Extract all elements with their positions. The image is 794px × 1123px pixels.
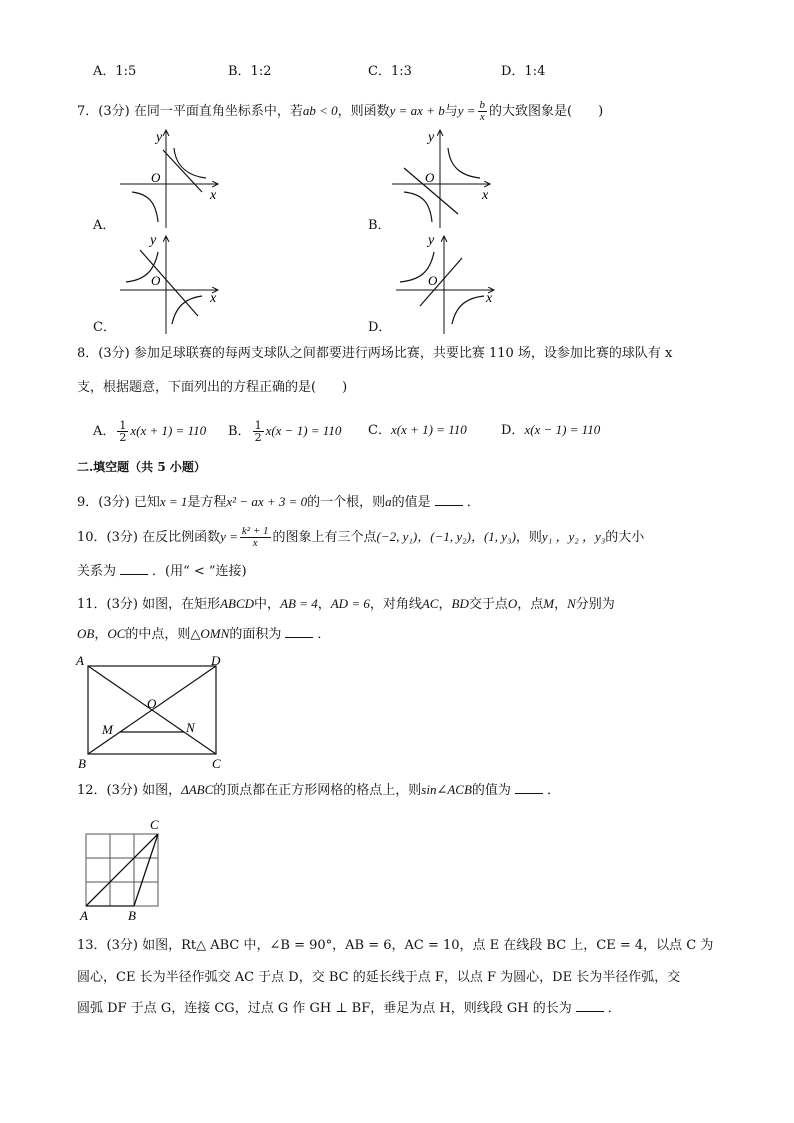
q7-reciprocal-lhs: y = xyxy=(457,103,476,118)
q8-option-b-frac xyxy=(253,420,264,443)
q7-fraction-num: b xyxy=(479,99,486,111)
graph-d-hyperbola-lower xyxy=(452,296,484,324)
q11-line1d: 交于点 xyxy=(468,597,508,612)
q7-condition: ab < 0 xyxy=(302,103,338,118)
q10-num: k² + 1 xyxy=(241,525,269,537)
q9-e: 的一个根，则 xyxy=(307,495,386,510)
q6-option-d: D．1:4 xyxy=(501,64,546,79)
q11-bd: BD xyxy=(451,596,469,611)
q10-d: 的大小 xyxy=(605,530,645,545)
q11-end: ． xyxy=(317,627,331,642)
q11-line1b: 中， xyxy=(254,597,281,612)
q7-mid: ，则函数 xyxy=(337,104,390,119)
q12-answer-blank[interactable] xyxy=(515,781,543,794)
q11-ac: AC xyxy=(421,596,439,611)
q8-option-b-label: B． xyxy=(228,424,251,439)
graph-c-origin: O xyxy=(151,273,161,288)
figure-grid-triangle xyxy=(74,814,174,924)
q8-option-a-frac xyxy=(117,420,128,443)
q8-option-a-label: A． xyxy=(93,424,116,439)
q7-fraction-den: x xyxy=(479,111,485,123)
fig12-label-c: C xyxy=(150,817,159,832)
graph-d-x-label: x xyxy=(486,291,493,306)
fig11-label-o: O xyxy=(147,696,157,711)
q9-question xyxy=(77,492,480,513)
q8-option-d-label: D． xyxy=(501,423,525,438)
q10-den: x xyxy=(252,537,258,549)
q8-line1: 8．(3分) 参加足球联赛的每两支球队之间都要进行两场比赛，共要比赛 110 场，设参加比赛的球队有 x xyxy=(77,346,673,361)
graph-c xyxy=(120,233,218,334)
fig11-label-m: M xyxy=(102,722,113,737)
q11-line1e: ，点 xyxy=(517,597,544,612)
q13-line3 xyxy=(77,999,621,1019)
q11-line2d: 的面积为 xyxy=(229,627,282,642)
q10-line2b: ．(用“ < ”连接) xyxy=(152,564,247,579)
q13-answer-blank[interactable] xyxy=(576,999,604,1012)
q10-ys: y₁ ，y₂ ，y₃ xyxy=(541,529,606,544)
q9-b: x = 1 xyxy=(159,494,188,509)
graph-a-origin: O xyxy=(151,170,161,185)
q10-c: ，则 xyxy=(515,530,542,545)
fig11-label-n: N xyxy=(186,720,195,735)
q11-ob: OB xyxy=(77,626,95,641)
graph-b-hyperbola-upper xyxy=(448,148,480,178)
q11-comma-4: ， xyxy=(94,627,108,642)
q11-ab: AB = 4 xyxy=(280,596,318,611)
q7-suffix: 的大致图象是( ) xyxy=(489,104,604,119)
q7-label-b: B． xyxy=(368,218,391,233)
graph-b-y-label: y xyxy=(428,130,435,145)
q11-answer-blank[interactable] xyxy=(285,625,313,638)
q13-line3-text: 圆弧 DF 于点 G，连接 CG，过点 G 作 GH ⊥ BF，垂足为点 H，则线段 GH 的长为 xyxy=(77,1001,572,1016)
q12-end: ． xyxy=(546,783,560,798)
q10-fraction xyxy=(240,526,271,549)
q13-line1: 13．(3分) 如图，Rt△ ABC 中，∠B = 90°，AB = 6，AC = 10，点 E 在线段 BC 上，CE = 4，以点 C 为 xyxy=(77,938,714,953)
q8-option-b xyxy=(228,420,341,443)
q11-o: O xyxy=(507,596,518,611)
graph-b xyxy=(392,130,490,228)
fig11-label-b: B xyxy=(78,756,86,771)
fig12-label-a: A xyxy=(80,908,88,923)
q11-comma-2: ， xyxy=(438,597,452,612)
q11-ad: AD = 6 xyxy=(330,596,370,611)
q8-option-b-frac-num: 1 xyxy=(254,419,262,432)
q10-b: 的图象上有三个点 xyxy=(272,530,377,545)
q6-option-b: B．1:2 xyxy=(228,64,272,79)
graph-b-hyperbola-lower xyxy=(404,192,432,222)
q8-option-a-frac-num: 1 xyxy=(119,419,127,432)
q13-end: ． xyxy=(607,1001,621,1016)
q10-lhs: y = xyxy=(220,529,238,544)
section-heading: 二.填空题（共 5 小题） xyxy=(77,460,206,474)
q7-label-a: A． xyxy=(93,218,116,233)
q11-line1c: ，对角线 xyxy=(369,597,422,612)
q11-m: M xyxy=(543,596,555,611)
q9-g: 的值是 xyxy=(391,495,431,510)
q8-option-c-label: C． xyxy=(368,423,391,438)
graph-d-origin: O xyxy=(428,273,438,288)
fig11-label-c: C xyxy=(212,756,221,771)
q12-question xyxy=(77,780,560,801)
q10-points: (−2, y₁)，(−1, y₂)，(1, y₃) xyxy=(376,529,516,544)
q8-option-c xyxy=(368,420,467,441)
q10-line1 xyxy=(77,526,644,549)
q9-c: 是方程 xyxy=(187,495,227,510)
q7-linear-function: y = ax + b xyxy=(389,103,445,118)
graph-c-line xyxy=(140,250,198,316)
q11-line2c: 的中点，则△ xyxy=(125,627,201,642)
graph-a-x-label: x xyxy=(210,188,217,203)
q6-option-c: C．1:3 xyxy=(368,64,412,79)
q10-line2a: 关系为 xyxy=(77,564,117,579)
q11-line1a: 11．(3分) 如图，在矩形 xyxy=(77,597,221,612)
graph-a xyxy=(120,130,218,228)
q8-option-d-expr: x(x − 1) = 110 xyxy=(524,422,601,437)
q11-omn: OMN xyxy=(200,626,230,641)
q11-line1 xyxy=(77,594,615,615)
q9-answer-blank[interactable] xyxy=(435,493,463,506)
q7-and: 与 xyxy=(444,104,458,119)
q13-line2: 圆心，CE 长为半径作弧交 AC 于点 D，交 BC 的延长线于点 F，以点 F 为圆心，DE 长为半径作弧，交 xyxy=(77,970,681,985)
q12-b: 的顶点都在正方形网格的格点上，则 xyxy=(213,783,422,798)
q11-comma-3: ， xyxy=(554,597,568,612)
q12-tri: ΔABC xyxy=(181,782,214,797)
graph-a-line xyxy=(163,150,202,192)
q12-a: 12．(3分) 如图， xyxy=(77,783,182,798)
q9-a: 9．(3分) 已知 xyxy=(77,495,160,510)
q9-equation: x² − ax + 3 = 0 xyxy=(226,494,308,509)
triangle-abc xyxy=(86,834,158,906)
q6-option-a: A．1:5 xyxy=(93,64,137,79)
graph-c-y-label: y xyxy=(150,233,157,248)
graph-b-x-label: x xyxy=(482,188,489,203)
q11-n: N xyxy=(567,596,576,611)
graph-d-y-label: y xyxy=(428,233,435,248)
fig11-label-a: A xyxy=(76,653,84,668)
graph-c-hyperbola-lower xyxy=(172,296,202,324)
q11-line1f: 分别为 xyxy=(575,597,615,612)
q8-option-d xyxy=(501,420,600,441)
fig11-label-d: D xyxy=(211,653,221,668)
q8-option-a xyxy=(93,420,206,443)
q10-answer-blank[interactable] xyxy=(120,562,148,575)
q8-option-c-expr: x(x + 1) = 110 xyxy=(390,422,467,437)
q9-f: a xyxy=(385,494,392,509)
q10-line2 xyxy=(77,562,247,582)
q8-option-b-frac-den: 2 xyxy=(254,431,262,444)
q8-line2: 支，根据题意，下面列出的方程正确的是( ) xyxy=(77,380,348,395)
graph-d-line xyxy=(420,258,462,306)
figure-rectangle-abcd xyxy=(70,652,240,772)
graph-c-x-label: x xyxy=(210,291,217,306)
q9-h: ． xyxy=(466,495,480,510)
q11-rect: ABCD xyxy=(220,596,255,611)
graph-d xyxy=(396,233,494,334)
graph-b-origin: O xyxy=(425,170,435,185)
q10-a: 10．(3分) 在反比例函数 xyxy=(77,530,221,545)
q11-oc: OC xyxy=(107,626,126,641)
q7-label-c: C． xyxy=(93,320,116,335)
q8-option-b-expr: x(x − 1) = 110 xyxy=(265,423,342,438)
fig12-label-b: B xyxy=(128,908,136,923)
q7-label-d: D． xyxy=(368,320,392,335)
graph-a-hyperbola-upper xyxy=(174,148,206,178)
graph-a-hyperbola-lower xyxy=(132,192,158,222)
q7-prefix: 7．(3分) 在同一平面直角坐标系中，若 xyxy=(77,104,303,119)
q8-option-a-frac-den: 2 xyxy=(119,431,127,444)
q8-option-a-expr: x(x + 1) = 110 xyxy=(130,423,207,438)
graph-a-y-label: y xyxy=(156,130,163,145)
q11-line2 xyxy=(77,624,330,645)
q11-comma: ， xyxy=(317,597,331,612)
q12-c: 的值为 xyxy=(471,783,511,798)
q12-sin: sin∠ACB xyxy=(421,782,472,797)
